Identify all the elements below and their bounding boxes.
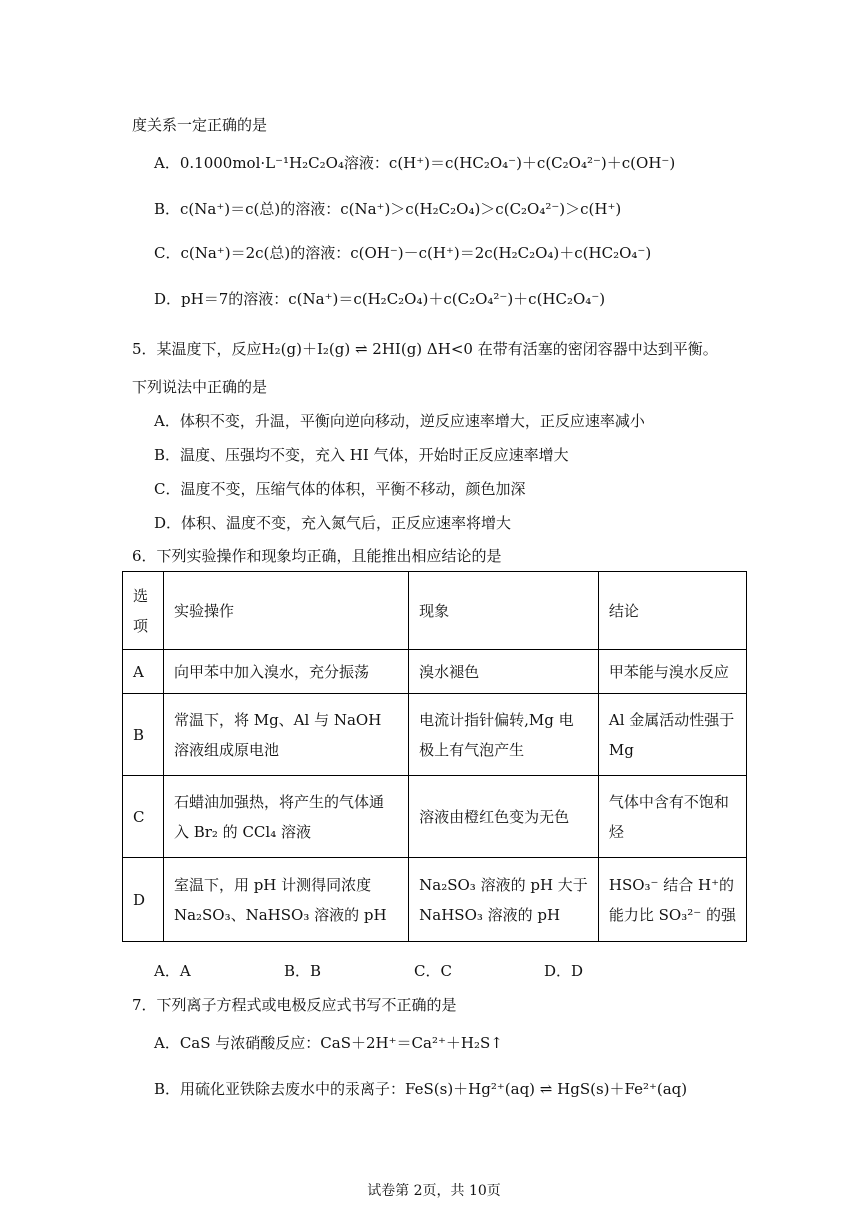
page-footer: 试卷第 2页，共 10页 [367,1183,501,1199]
q6-table [122,571,747,942]
row-b-option: B [123,694,164,776]
header-option: 选项 [123,572,164,650]
q6-choice-b: B．B [284,962,322,980]
q7-option-b: B．用硫化亚铁除去废水中的汞离子：FeS(s)＋Hg²⁺(aq) ⇌ HgS(s)＋Fe²⁺(aq) [154,1080,688,1098]
q5-option-d: D．体积、温度不变，充入氮气后，正反应速率将增大 [154,514,512,532]
row-d-phenomenon: Na₂SO₃ 溶液的 pH 大于 NaHSO₃ 溶液的 pH [409,858,599,942]
header-conclusion: 结论 [598,572,746,650]
q4-stem-tail: 度关系一定正确的是 [132,116,268,134]
table-row [123,650,747,694]
table-row [123,858,747,942]
q6-choices [154,960,674,981]
header-phenomenon: 现象 [409,572,599,650]
row-b-operation: 常温下，将 Mg、Al 与 NaOH 溶液组成原电池 [163,694,408,776]
row-d-operation: 室温下，用 pH 计测得同浓度 Na₂SO₃、NaHSO₃ 溶液的 pH [163,858,408,942]
header-operation: 实验操作 [163,572,408,650]
row-c-option: C [123,776,164,858]
q5-stem-2: 下列说法中正确的是 [132,378,268,396]
q6-choice-d: D．D [544,962,584,980]
row-d-option: D [123,858,164,942]
q6-choice-a: A．A [154,962,191,980]
row-c-phenomenon: 溶液由橙红色变为无色 [409,776,599,858]
q7-option-a: A．CaS 与浓硝酸反应：CaS＋2H⁺＝Ca²⁺＋H₂S↑ [154,1034,503,1052]
q5-option-a: A．体积不变，升温，平衡向逆向移动，逆反应速率增大，正反应速率减小 [154,412,645,430]
table-row [123,776,747,858]
table-header-row [123,572,747,650]
row-a-option: A [123,650,164,694]
q6-stem: 6．下列实验操作和现象均正确，且能推出相应结论的是 [132,547,502,565]
q4-option-c: C．c(Na⁺)＝2c(总)的溶液：c(OH⁻)－c(H⁺)＝2c(H₂C₂O₄)＋c(HC₂O₄⁻) [154,244,652,262]
row-a-conclusion: 甲苯能与溴水反应 [598,650,746,694]
row-d-conclusion: HSO₃⁻ 结合 H⁺的能力比 SO₃²⁻ 的强 [598,858,746,942]
q4-option-b: B．c(Na⁺)＝c(总)的溶液：c(Na⁺)＞c(H₂C₂O₄)＞c(C₂O₄²⁻)＞c(H⁺) [154,200,622,218]
q4-option-d: D．pH＝7的溶液：c(Na⁺)＝c(H₂C₂O₄)＋c(C₂O₄²⁻)＋c(HC₂O₄⁻) [154,290,606,308]
q5-option-c: C．温度不变，压缩气体的体积，平衡不移动，颜色加深 [154,480,526,498]
q6-choice-c: C．C [414,962,452,980]
row-c-conclusion: 气体中含有不饱和烃 [598,776,746,858]
row-b-conclusion: Al 金属活动性强于 Mg [598,694,746,776]
q5-option-b: B．温度、压强均不变，充入 HI 气体，开始时正反应速率增大 [154,446,569,464]
row-c-operation: 石蜡油加强热，将产生的气体通入 Br₂ 的 CCl₄ 溶液 [163,776,408,858]
row-a-operation: 向甲苯中加入溴水，充分振荡 [163,650,408,694]
table-row [123,694,747,776]
row-b-phenomenon: 电流计指针偏转,Mg 电极上有气泡产生 [409,694,599,776]
q5-stem: 5．某温度下，反应H₂(g)＋I₂(g) ⇌ 2HI(g) ΔH<0 在带有活塞的密闭容器中达到平衡。 [132,340,718,358]
q7-stem: 7．下列离子方程式或电极反应式书写不正确的是 [132,996,457,1014]
row-a-phenomenon: 溴水褪色 [409,650,599,694]
q4-option-a: A．0.1000mol·L⁻¹H₂C₂O₄溶液：c(H⁺)＝c(HC₂O₄⁻)＋c(C₂O₄²⁻)＋c(OH⁻) [154,154,676,172]
